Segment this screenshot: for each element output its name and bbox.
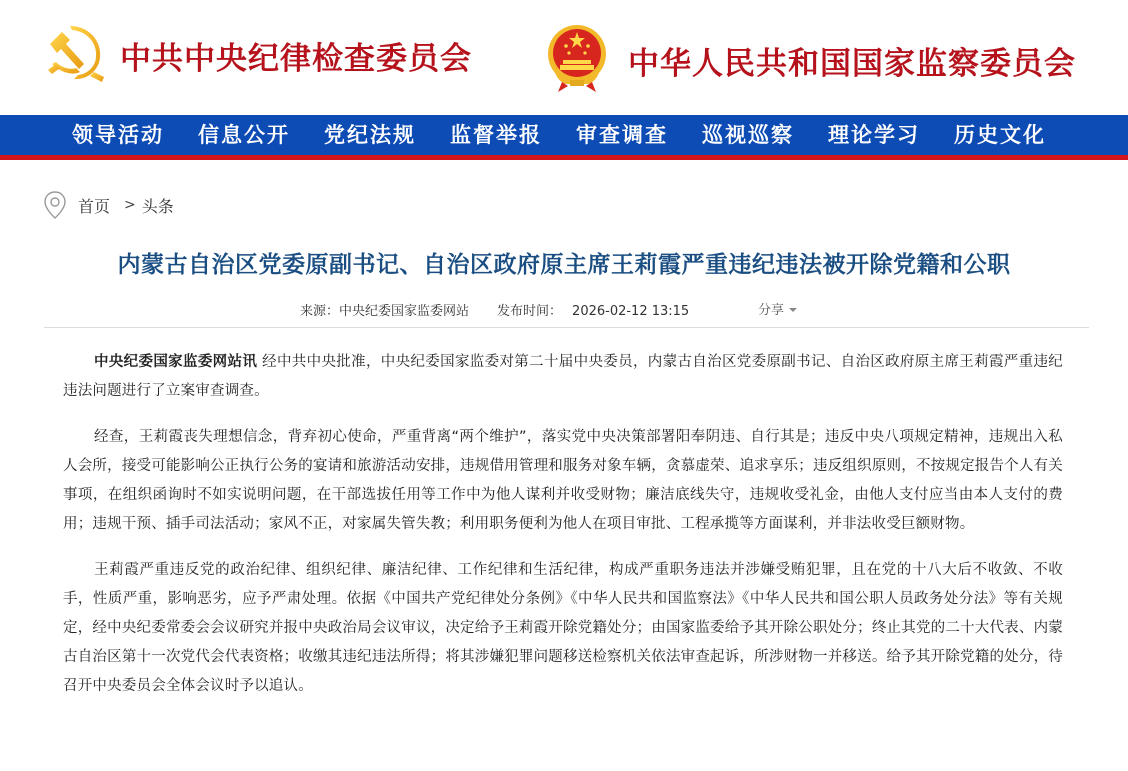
share-label: 分享: [758, 303, 785, 318]
article-paragraph: [63, 348, 1063, 406]
article-meta: [300, 300, 689, 319]
meta-divider: [44, 327, 1089, 328]
article-paragraph: [63, 423, 1063, 539]
source-label: 来源：: [300, 304, 340, 319]
publish-time-block: [497, 300, 689, 319]
breadcrumb: [42, 190, 174, 220]
source-block: [300, 300, 469, 319]
caret-down-icon: [789, 308, 797, 312]
source-value: 中央纪委国家监委网站: [339, 304, 470, 319]
nav-item-info-disclosure[interactable]: 信息公开: [198, 122, 290, 147]
party-emblem-icon: [44, 22, 106, 88]
article-paragraph: [63, 556, 1063, 701]
breadcrumb-separator: >: [124, 197, 136, 213]
paragraph-text: 经查，王莉霞丧失理想信念，背弃初心使命，严重背离“两个维护”，落实党中央决策部署阳奉阴违、自行其是；违反中央八项规定精神，违规出入私人会所，接受可能影响公正执行公务的宴请和旅游活动安排，违规借用管理和服务对象车辆，贪慕虚荣、追求享乐；违反组织原则，不按规定报告个人有关事项，在组织函询时不如实说明问题，在干部选拔任用等工作中为他人谋利并收受财物；廉洁底线失守，违规收受礼金，由他人支付应当由本人支付的费用；违规干预、插手司法活动；家风不正，对家属失管失教；利用职务便利为他人在项目审批、工程承揽等方面谋利，并非法收受巨额财物。: [63, 429, 1063, 532]
nav-item-leadership[interactable]: 领导活动: [72, 122, 164, 147]
location-pin-icon: [42, 190, 68, 220]
article-title: 内蒙古自治区党委原副书记、自治区政府原主席王莉霞严重违纪违法被开除党籍和公职: [117, 252, 1011, 278]
paragraph-text: 王莉霞严重违反党的政治纪律、组织纪律、廉洁纪律、工作纪律和生活纪律，构成严重职务违法并涉嫌受贿犯罪，且在党的十八大后不收敛、不收手，性质严重，影响恶劣，应予严肃处理。依据《中国共产党纪律处分条例》《中华人民共和国监察法》《中华人民共和国公职人员政务处分法》等有关规定，经中央纪委常委会会议研究并报中央政治局会议审议，决定给予王莉霞开除党籍处分；由国家监委给予其开除公职处分；终止其党的二十大代表、内蒙古自治区第十一次党代会代表资格；收缴其违纪违法所得；将其涉嫌犯罪问题移送检察机关依法审查起诉，所涉财物一并移送。给予其开除党籍的处分，待召开中央委员会全体会议时予以追认。: [63, 562, 1063, 694]
ccdi-brand[interactable]: [44, 22, 472, 88]
nav-item-regulations[interactable]: 党纪法规: [324, 122, 416, 147]
nav-item-investigation[interactable]: 审查调查: [576, 122, 668, 147]
publish-time-label: 发布时间：: [497, 304, 563, 319]
ccdi-title: 中共中央纪律检查委员会: [120, 40, 472, 77]
breadcrumb-current-link[interactable]: 头条: [141, 196, 174, 216]
national-emblem-icon: [546, 22, 608, 98]
paragraph-text: 经中共中央批准，中央纪委国家监委对第二十届中央委员，内蒙古自治区党委原副书记、自治区政府原主席王莉霞严重违纪违法问题进行了立案审查调查。: [63, 354, 1063, 399]
nav-item-theory[interactable]: 理论学习: [828, 122, 920, 147]
share-dropdown[interactable]: [758, 299, 797, 318]
breadcrumb-home-link[interactable]: 首页: [78, 196, 111, 216]
nsc-title: 中华人民共和国国家监察委员会: [628, 45, 1076, 82]
paragraph-lead: 中央纪委国家监委网站讯: [94, 354, 258, 370]
nsc-brand[interactable]: [546, 22, 1076, 98]
main-nav: [0, 115, 1128, 160]
nav-item-report[interactable]: 监督举报: [450, 122, 542, 147]
nav-item-inspection[interactable]: 巡视巡察: [702, 122, 794, 147]
nav-item-history[interactable]: 历史文化: [954, 122, 1046, 147]
publish-time-value: 2026-02-12 13:15: [572, 304, 690, 319]
site-header: [0, 0, 1128, 115]
article-body: [63, 348, 1063, 718]
